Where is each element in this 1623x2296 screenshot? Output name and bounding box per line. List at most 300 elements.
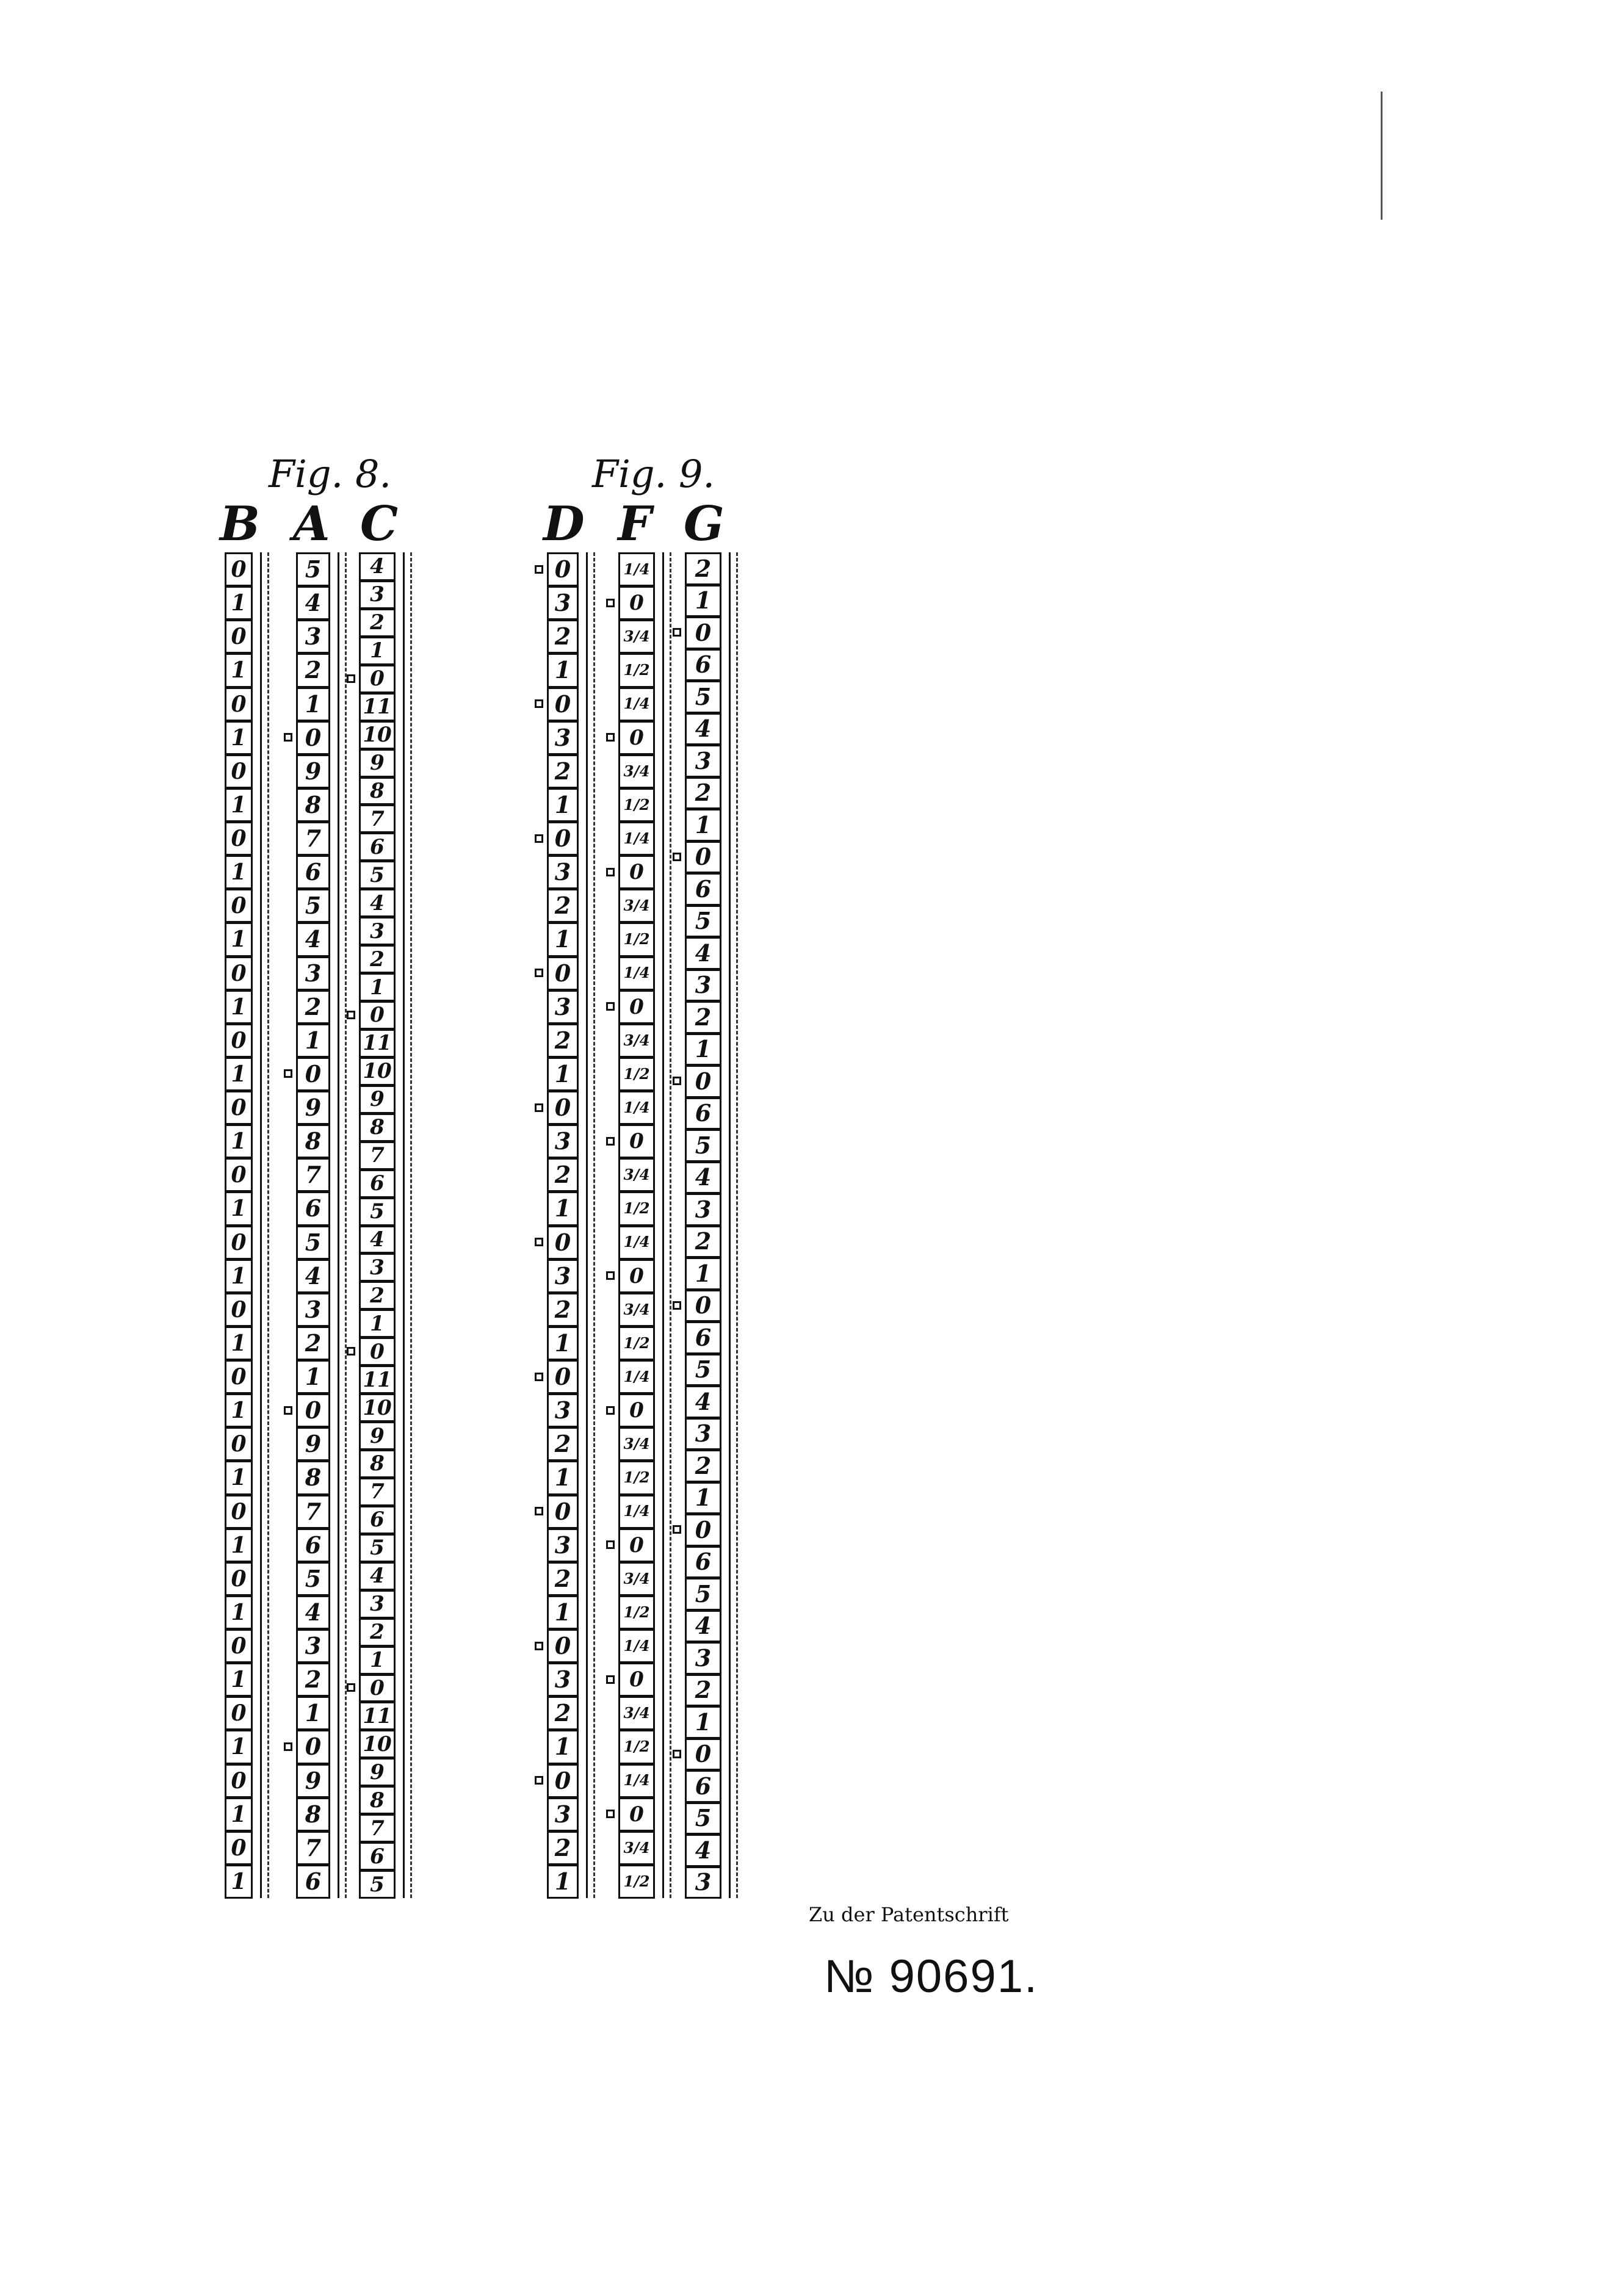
cell-g-33: 4 bbox=[685, 1610, 721, 1643]
cell-b-27: 1 bbox=[225, 1460, 253, 1495]
cell-b-24: 0 bbox=[225, 1360, 253, 1394]
cell-g-36: 1 bbox=[685, 1706, 721, 1739]
cell-c-36: 4 bbox=[359, 1562, 396, 1590]
marker-d-28 bbox=[535, 1507, 543, 1515]
cell-b-32: 0 bbox=[225, 1629, 253, 1663]
margin-mark bbox=[1381, 92, 1383, 220]
cell-c-27: 1 bbox=[359, 1309, 396, 1338]
cell-c-12: 4 bbox=[359, 889, 396, 917]
cell-d-22: 2 bbox=[547, 1293, 579, 1327]
cell-a-25: 0 bbox=[296, 1393, 330, 1428]
cell-g-18: 5 bbox=[685, 1129, 721, 1162]
cell-a-18: 7 bbox=[296, 1158, 330, 1192]
cell-a-7: 8 bbox=[296, 788, 330, 822]
marker-f-37 bbox=[606, 1810, 615, 1818]
cell-g-29: 1 bbox=[685, 1482, 721, 1515]
cell-d-6: 2 bbox=[547, 754, 579, 789]
cell-d-38: 2 bbox=[547, 1831, 579, 1865]
cell-c-38: 2 bbox=[359, 1618, 396, 1647]
cell-c-21: 7 bbox=[359, 1141, 396, 1170]
cell-b-34: 0 bbox=[225, 1696, 253, 1730]
cell-d-5: 3 bbox=[547, 721, 579, 755]
marker-a-15 bbox=[284, 1069, 292, 1078]
cell-f-19: 1/2 bbox=[618, 1191, 655, 1226]
cell-g-11: 5 bbox=[685, 905, 721, 938]
marker-d-4 bbox=[535, 699, 543, 708]
cell-g-9: 0 bbox=[685, 841, 721, 874]
cell-c-22: 6 bbox=[359, 1169, 396, 1198]
column-label-c: C bbox=[360, 496, 399, 552]
cell-g-13: 3 bbox=[685, 969, 721, 1002]
marker-f-29 bbox=[606, 1540, 615, 1549]
cell-g-22: 1 bbox=[685, 1257, 721, 1290]
cell-d-14: 2 bbox=[547, 1023, 579, 1058]
column-label-d: D bbox=[543, 496, 585, 552]
cell-d-37: 3 bbox=[547, 1797, 579, 1832]
cell-c-31: 9 bbox=[359, 1421, 396, 1450]
cell-b-36: 0 bbox=[225, 1764, 253, 1798]
cell-d-32: 0 bbox=[547, 1629, 579, 1663]
cell-f-2: 3/4 bbox=[618, 619, 655, 654]
cell-a-32: 3 bbox=[296, 1629, 330, 1663]
cell-b-10: 0 bbox=[225, 889, 253, 923]
marker-d-0 bbox=[535, 565, 543, 574]
cell-f-8: 1/4 bbox=[618, 821, 655, 856]
cell-b-23: 1 bbox=[225, 1326, 253, 1360]
cell-d-36: 0 bbox=[547, 1764, 579, 1798]
marker-g-9 bbox=[673, 853, 681, 861]
cell-f-36: 1/4 bbox=[618, 1764, 655, 1798]
cell-b-28: 0 bbox=[225, 1495, 253, 1529]
cell-a-22: 3 bbox=[296, 1293, 330, 1327]
strip-edge-d bbox=[586, 552, 588, 1898]
cell-d-24: 0 bbox=[547, 1360, 579, 1394]
cell-c-39: 1 bbox=[359, 1646, 396, 1675]
cell-f-5: 0 bbox=[618, 721, 655, 755]
figure-title-fig8: Fig. 8. bbox=[269, 452, 392, 496]
marker-f-25 bbox=[606, 1406, 615, 1415]
cell-a-8: 7 bbox=[296, 821, 330, 856]
cell-a-33: 2 bbox=[296, 1662, 330, 1697]
cell-a-10: 5 bbox=[296, 889, 330, 923]
cell-f-4: 1/4 bbox=[618, 687, 655, 721]
cell-c-28: 0 bbox=[359, 1337, 396, 1366]
cell-g-40: 4 bbox=[685, 1834, 721, 1867]
marker-c-28 bbox=[347, 1347, 355, 1356]
marker-c-4 bbox=[347, 674, 355, 683]
cell-b-14: 0 bbox=[225, 1023, 253, 1058]
cell-a-12: 3 bbox=[296, 956, 330, 991]
cell-c-40: 0 bbox=[359, 1674, 396, 1703]
cell-b-13: 1 bbox=[225, 990, 253, 1024]
cell-f-39: 1/2 bbox=[618, 1865, 655, 1899]
cell-d-1: 3 bbox=[547, 586, 579, 620]
cell-g-27: 3 bbox=[685, 1418, 721, 1451]
cell-a-9: 6 bbox=[296, 855, 330, 889]
cell-d-33: 3 bbox=[547, 1662, 579, 1697]
cell-f-26: 3/4 bbox=[618, 1427, 655, 1461]
cell-b-2: 0 bbox=[225, 619, 253, 654]
marker-f-33 bbox=[606, 1675, 615, 1684]
cell-g-15: 1 bbox=[685, 1033, 721, 1066]
marker-f-13 bbox=[606, 1002, 615, 1011]
cell-c-6: 10 bbox=[359, 721, 396, 749]
cell-d-13: 3 bbox=[547, 990, 579, 1024]
cell-b-4: 0 bbox=[225, 687, 253, 721]
cell-d-29: 3 bbox=[547, 1528, 579, 1562]
cell-a-0: 5 bbox=[296, 552, 330, 587]
strip-edge-a bbox=[338, 552, 339, 1898]
cell-b-6: 0 bbox=[225, 754, 253, 789]
cell-g-12: 4 bbox=[685, 937, 721, 970]
cell-c-33: 7 bbox=[359, 1478, 396, 1506]
cell-c-29: 11 bbox=[359, 1365, 396, 1394]
cell-a-35: 0 bbox=[296, 1730, 330, 1764]
cell-b-29: 1 bbox=[225, 1528, 253, 1562]
strip-edge-c bbox=[403, 552, 405, 1898]
cell-f-13: 0 bbox=[618, 990, 655, 1024]
cell-b-17: 1 bbox=[225, 1124, 253, 1158]
cell-a-6: 9 bbox=[296, 754, 330, 789]
cell-b-7: 1 bbox=[225, 788, 253, 822]
cell-b-9: 1 bbox=[225, 855, 253, 889]
cell-f-28: 1/4 bbox=[618, 1495, 655, 1529]
column-label-f: F bbox=[618, 496, 652, 552]
cell-f-21: 0 bbox=[618, 1259, 655, 1293]
cell-c-26: 2 bbox=[359, 1281, 396, 1310]
cell-f-17: 0 bbox=[618, 1124, 655, 1158]
cell-d-4: 0 bbox=[547, 687, 579, 721]
cell-f-15: 1/2 bbox=[618, 1057, 655, 1091]
cell-g-31: 6 bbox=[685, 1546, 721, 1579]
cell-a-27: 8 bbox=[296, 1460, 330, 1495]
marker-d-24 bbox=[535, 1373, 543, 1381]
marker-f-17 bbox=[606, 1137, 615, 1146]
cell-g-32: 5 bbox=[685, 1578, 721, 1611]
column-label-a: A bbox=[293, 496, 330, 552]
cell-g-3: 6 bbox=[685, 649, 721, 682]
cell-f-32: 1/4 bbox=[618, 1629, 655, 1663]
cell-d-0: 0 bbox=[547, 552, 579, 587]
cell-a-23: 2 bbox=[296, 1326, 330, 1360]
cell-g-17: 6 bbox=[685, 1097, 721, 1130]
cell-d-23: 1 bbox=[547, 1326, 579, 1360]
strip-guide-a bbox=[345, 552, 347, 1898]
marker-g-37 bbox=[673, 1750, 681, 1758]
cell-f-3: 1/2 bbox=[618, 653, 655, 687]
cell-g-7: 2 bbox=[685, 777, 721, 810]
cell-a-24: 1 bbox=[296, 1360, 330, 1394]
cell-a-37: 8 bbox=[296, 1797, 330, 1832]
cell-b-25: 1 bbox=[225, 1393, 253, 1428]
column-label-g: G bbox=[684, 496, 725, 552]
cell-f-38: 3/4 bbox=[618, 1831, 655, 1865]
cell-c-10: 6 bbox=[359, 832, 396, 861]
cell-a-17: 8 bbox=[296, 1124, 330, 1158]
cell-c-17: 11 bbox=[359, 1029, 396, 1058]
cell-a-19: 6 bbox=[296, 1191, 330, 1226]
marker-f-1 bbox=[606, 599, 615, 607]
cell-b-19: 1 bbox=[225, 1191, 253, 1226]
cell-g-2: 0 bbox=[685, 616, 721, 649]
cell-a-36: 9 bbox=[296, 1764, 330, 1798]
cell-g-1: 1 bbox=[685, 585, 721, 618]
cell-d-8: 0 bbox=[547, 821, 579, 856]
cell-g-0: 2 bbox=[685, 552, 721, 585]
cell-b-21: 1 bbox=[225, 1259, 253, 1293]
cell-f-9: 0 bbox=[618, 855, 655, 889]
marker-d-12 bbox=[535, 969, 543, 977]
marker-g-16 bbox=[673, 1077, 681, 1085]
cell-f-20: 1/4 bbox=[618, 1226, 655, 1260]
cell-c-2: 2 bbox=[359, 608, 396, 637]
patent-caption: Zu der Patentschrift bbox=[809, 1903, 1009, 1926]
cell-c-42: 10 bbox=[359, 1730, 396, 1758]
cell-d-26: 2 bbox=[547, 1427, 579, 1461]
cell-d-25: 3 bbox=[547, 1393, 579, 1428]
cell-d-28: 0 bbox=[547, 1495, 579, 1529]
cell-b-1: 1 bbox=[225, 586, 253, 620]
cell-f-29: 0 bbox=[618, 1528, 655, 1562]
cell-b-8: 0 bbox=[225, 821, 253, 856]
cell-c-11: 5 bbox=[359, 861, 396, 889]
cell-a-30: 5 bbox=[296, 1562, 330, 1596]
column-label-b: B bbox=[220, 496, 260, 552]
cell-f-24: 1/4 bbox=[618, 1360, 655, 1394]
cell-g-21: 2 bbox=[685, 1226, 721, 1258]
cell-c-43: 9 bbox=[359, 1758, 396, 1786]
cell-a-20: 5 bbox=[296, 1226, 330, 1260]
cell-d-9: 3 bbox=[547, 855, 579, 889]
cell-a-16: 9 bbox=[296, 1091, 330, 1125]
cell-c-30: 10 bbox=[359, 1393, 396, 1422]
cell-g-35: 2 bbox=[685, 1674, 721, 1707]
cell-c-1: 3 bbox=[359, 580, 396, 609]
cell-f-6: 3/4 bbox=[618, 754, 655, 789]
cell-d-15: 1 bbox=[547, 1057, 579, 1091]
cell-g-8: 1 bbox=[685, 809, 721, 842]
cell-g-16: 0 bbox=[685, 1065, 721, 1098]
cell-d-21: 3 bbox=[547, 1259, 579, 1293]
cell-g-25: 5 bbox=[685, 1354, 721, 1387]
cell-b-35: 1 bbox=[225, 1730, 253, 1764]
cell-a-28: 7 bbox=[296, 1495, 330, 1529]
cell-c-37: 3 bbox=[359, 1590, 396, 1619]
cell-d-34: 2 bbox=[547, 1696, 579, 1730]
cell-b-38: 0 bbox=[225, 1831, 253, 1865]
cell-a-29: 6 bbox=[296, 1528, 330, 1562]
cell-b-37: 1 bbox=[225, 1797, 253, 1832]
cell-c-20: 8 bbox=[359, 1113, 396, 1142]
strip-guide-d bbox=[593, 552, 595, 1898]
marker-a-35 bbox=[284, 1742, 292, 1751]
cell-c-16: 0 bbox=[359, 1001, 396, 1030]
cell-c-46: 6 bbox=[359, 1842, 396, 1871]
cell-c-35: 5 bbox=[359, 1534, 396, 1562]
cell-d-2: 2 bbox=[547, 619, 579, 654]
cell-g-6: 3 bbox=[685, 745, 721, 778]
cell-g-14: 2 bbox=[685, 1001, 721, 1034]
cell-g-28: 2 bbox=[685, 1449, 721, 1482]
cell-c-15: 1 bbox=[359, 973, 396, 1002]
cell-b-16: 0 bbox=[225, 1091, 253, 1125]
cell-b-3: 1 bbox=[225, 653, 253, 687]
figure-title-fig9: Fig. 9. bbox=[592, 452, 715, 496]
cell-g-34: 3 bbox=[685, 1642, 721, 1675]
cell-f-34: 3/4 bbox=[618, 1696, 655, 1730]
cell-g-19: 4 bbox=[685, 1161, 721, 1194]
cell-b-20: 0 bbox=[225, 1226, 253, 1260]
cell-f-7: 1/2 bbox=[618, 788, 655, 822]
cell-c-41: 11 bbox=[359, 1702, 396, 1730]
marker-d-20 bbox=[535, 1238, 543, 1246]
cell-d-3: 1 bbox=[547, 653, 579, 687]
cell-c-44: 8 bbox=[359, 1786, 396, 1814]
cell-c-7: 9 bbox=[359, 749, 396, 778]
cell-g-5: 4 bbox=[685, 713, 721, 746]
cell-c-9: 7 bbox=[359, 804, 396, 833]
marker-g-23 bbox=[673, 1301, 681, 1310]
cell-a-5: 0 bbox=[296, 721, 330, 755]
cell-c-18: 10 bbox=[359, 1057, 396, 1086]
cell-f-0: 1/4 bbox=[618, 552, 655, 587]
cell-c-19: 9 bbox=[359, 1085, 396, 1114]
cell-d-17: 3 bbox=[547, 1124, 579, 1158]
cell-a-34: 1 bbox=[296, 1696, 330, 1730]
marker-c-40 bbox=[347, 1683, 355, 1692]
cell-f-1: 0 bbox=[618, 586, 655, 620]
cell-c-4: 0 bbox=[359, 665, 396, 693]
cell-f-35: 1/2 bbox=[618, 1730, 655, 1764]
strip-edge-g bbox=[729, 552, 731, 1898]
cell-b-39: 1 bbox=[225, 1865, 253, 1899]
cell-a-21: 4 bbox=[296, 1259, 330, 1293]
cell-c-13: 3 bbox=[359, 917, 396, 945]
cell-f-18: 3/4 bbox=[618, 1158, 655, 1192]
cell-c-8: 8 bbox=[359, 777, 396, 806]
marker-d-32 bbox=[535, 1642, 543, 1650]
cell-a-1: 4 bbox=[296, 586, 330, 620]
cell-c-25: 3 bbox=[359, 1253, 396, 1282]
cell-f-27: 1/2 bbox=[618, 1460, 655, 1495]
cell-a-39: 6 bbox=[296, 1865, 330, 1899]
cell-d-20: 0 bbox=[547, 1226, 579, 1260]
strip-edge-b bbox=[260, 552, 262, 1898]
cell-d-10: 2 bbox=[547, 889, 579, 923]
cell-f-22: 3/4 bbox=[618, 1293, 655, 1327]
cell-d-11: 1 bbox=[547, 922, 579, 956]
cell-f-33: 0 bbox=[618, 1662, 655, 1697]
cell-f-37: 0 bbox=[618, 1797, 655, 1832]
strip-edge-f bbox=[662, 552, 664, 1898]
marker-f-9 bbox=[606, 868, 615, 876]
marker-d-8 bbox=[535, 834, 543, 843]
cell-a-38: 7 bbox=[296, 1831, 330, 1865]
cell-c-34: 6 bbox=[359, 1506, 396, 1534]
marker-a-25 bbox=[284, 1406, 292, 1415]
cell-f-12: 1/4 bbox=[618, 956, 655, 991]
cell-g-24: 6 bbox=[685, 1321, 721, 1354]
marker-f-21 bbox=[606, 1271, 615, 1280]
cell-g-38: 6 bbox=[685, 1770, 721, 1803]
cell-f-30: 3/4 bbox=[618, 1562, 655, 1596]
marker-d-16 bbox=[535, 1103, 543, 1112]
cell-a-2: 3 bbox=[296, 619, 330, 654]
cell-c-5: 11 bbox=[359, 693, 396, 721]
cell-b-0: 0 bbox=[225, 552, 253, 587]
cell-d-35: 1 bbox=[547, 1730, 579, 1764]
cell-c-0: 4 bbox=[359, 552, 396, 581]
strip-guide-g bbox=[736, 552, 738, 1898]
marker-g-30 bbox=[673, 1525, 681, 1534]
patent-number: № 90691. bbox=[824, 1951, 1039, 2002]
cell-g-26: 4 bbox=[685, 1385, 721, 1418]
marker-c-16 bbox=[347, 1011, 355, 1019]
cell-g-41: 3 bbox=[685, 1866, 721, 1899]
cell-b-26: 0 bbox=[225, 1427, 253, 1461]
cell-g-23: 0 bbox=[685, 1290, 721, 1323]
strip-guide-c bbox=[410, 552, 412, 1898]
cell-d-7: 1 bbox=[547, 788, 579, 822]
cell-d-16: 0 bbox=[547, 1091, 579, 1125]
cell-c-24: 4 bbox=[359, 1226, 396, 1254]
cell-f-16: 1/4 bbox=[618, 1091, 655, 1125]
cell-g-20: 3 bbox=[685, 1193, 721, 1226]
cell-d-27: 1 bbox=[547, 1460, 579, 1495]
cell-b-31: 1 bbox=[225, 1595, 253, 1630]
marker-a-5 bbox=[284, 733, 292, 742]
cell-b-5: 1 bbox=[225, 721, 253, 755]
cell-a-14: 1 bbox=[296, 1023, 330, 1058]
marker-f-5 bbox=[606, 733, 615, 742]
cell-b-22: 0 bbox=[225, 1293, 253, 1327]
cell-b-15: 1 bbox=[225, 1057, 253, 1091]
cell-c-45: 7 bbox=[359, 1814, 396, 1843]
cell-f-14: 3/4 bbox=[618, 1023, 655, 1058]
cell-g-30: 0 bbox=[685, 1514, 721, 1547]
cell-d-30: 2 bbox=[547, 1562, 579, 1596]
cell-a-31: 4 bbox=[296, 1595, 330, 1630]
cell-g-10: 6 bbox=[685, 873, 721, 906]
cell-c-3: 1 bbox=[359, 637, 396, 665]
cell-c-23: 5 bbox=[359, 1197, 396, 1226]
cell-f-10: 3/4 bbox=[618, 889, 655, 923]
cell-c-14: 2 bbox=[359, 945, 396, 973]
cell-f-23: 1/2 bbox=[618, 1326, 655, 1360]
cell-a-4: 1 bbox=[296, 687, 330, 721]
marker-g-2 bbox=[673, 628, 681, 637]
cell-c-47: 5 bbox=[359, 1870, 396, 1899]
cell-f-25: 0 bbox=[618, 1393, 655, 1428]
cell-f-31: 1/2 bbox=[618, 1595, 655, 1630]
cell-f-11: 1/2 bbox=[618, 922, 655, 956]
cell-b-30: 0 bbox=[225, 1562, 253, 1596]
cell-b-18: 0 bbox=[225, 1158, 253, 1192]
cell-a-26: 9 bbox=[296, 1427, 330, 1461]
cell-b-11: 1 bbox=[225, 922, 253, 956]
cell-d-31: 1 bbox=[547, 1595, 579, 1630]
cell-b-12: 0 bbox=[225, 956, 253, 991]
cell-g-37: 0 bbox=[685, 1738, 721, 1771]
cell-b-33: 1 bbox=[225, 1662, 253, 1697]
cell-a-13: 2 bbox=[296, 990, 330, 1024]
cell-a-3: 2 bbox=[296, 653, 330, 687]
cell-d-19: 1 bbox=[547, 1191, 579, 1226]
cell-a-11: 4 bbox=[296, 922, 330, 956]
cell-c-32: 8 bbox=[359, 1449, 396, 1478]
cell-g-39: 5 bbox=[685, 1802, 721, 1835]
strip-guide-b bbox=[267, 552, 269, 1898]
